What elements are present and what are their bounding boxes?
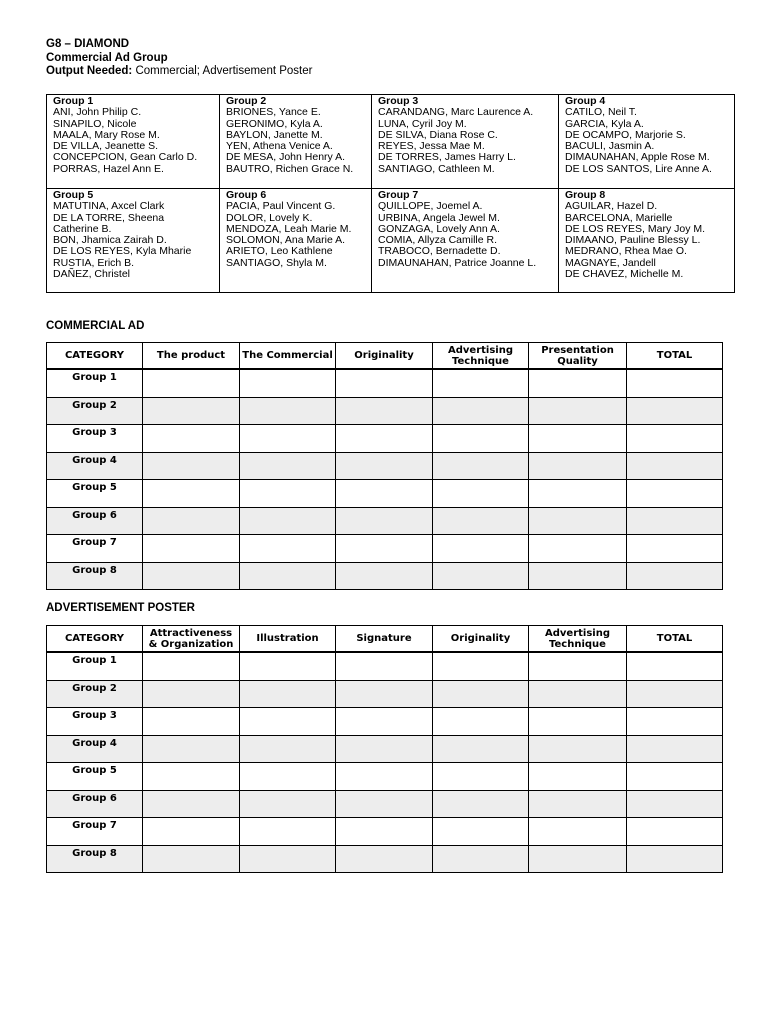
row-label: Group 1 bbox=[47, 369, 143, 397]
group-member: REYES, Jessa Mae M. bbox=[378, 140, 485, 153]
score-cell[interactable] bbox=[240, 369, 336, 397]
score-cell[interactable] bbox=[336, 735, 433, 763]
score-cell[interactable] bbox=[627, 735, 723, 763]
table-row bbox=[47, 845, 723, 873]
table-row bbox=[47, 562, 723, 590]
score-cell[interactable] bbox=[433, 652, 529, 680]
score-cell[interactable] bbox=[627, 369, 723, 397]
score-cell[interactable] bbox=[336, 452, 433, 480]
score-cell[interactable] bbox=[240, 507, 336, 535]
score-cell[interactable] bbox=[529, 652, 627, 680]
score-cell[interactable] bbox=[627, 763, 723, 791]
group-member: MENDOZA, Leah Marie M. bbox=[226, 222, 352, 235]
score-cell[interactable] bbox=[143, 790, 240, 818]
score-cell[interactable] bbox=[143, 369, 240, 397]
group-cell bbox=[47, 95, 220, 189]
row-label: Group 1 bbox=[47, 652, 143, 680]
score-cell[interactable] bbox=[336, 369, 433, 397]
group-member: BRIONES, Yance E. bbox=[226, 106, 321, 119]
group-member: DE MESA, John Henry A. bbox=[226, 151, 346, 164]
group-member: DE TORRES, James Harry L. bbox=[378, 151, 516, 164]
table-row bbox=[47, 452, 723, 480]
row-label: Group 8 bbox=[47, 845, 143, 873]
group-member: DIMAANO, Pauline Blessy L. bbox=[565, 234, 701, 247]
score-cell[interactable] bbox=[627, 652, 723, 680]
group-member: DOLOR, Lovely K. bbox=[226, 211, 313, 224]
score-cell[interactable] bbox=[336, 652, 433, 680]
column-header: CATEGORY bbox=[47, 343, 143, 370]
group-title: Group 4 bbox=[565, 95, 606, 107]
group-member: BON, Jhamica Zairah D. bbox=[53, 234, 167, 247]
score-cell[interactable] bbox=[336, 845, 433, 873]
score-cell[interactable] bbox=[433, 425, 529, 453]
group-cell bbox=[372, 189, 559, 293]
score-cell[interactable] bbox=[433, 818, 529, 846]
group-member: MAGNAYE, Jandell bbox=[565, 256, 656, 269]
output-needed-value: Commercial; Advertisement Poster bbox=[132, 65, 313, 77]
score-cell[interactable] bbox=[529, 735, 627, 763]
row-label: Group 5 bbox=[47, 480, 143, 508]
group-cell bbox=[372, 95, 559, 189]
score-cell[interactable] bbox=[627, 397, 723, 425]
score-cell[interactable] bbox=[336, 790, 433, 818]
group-member: LUNA, Cyril Joy M. bbox=[378, 117, 467, 130]
score-cell[interactable] bbox=[143, 397, 240, 425]
score-cell[interactable] bbox=[529, 535, 627, 563]
group-member: GERONIMO, Kyla A. bbox=[226, 117, 323, 130]
group-cell bbox=[559, 189, 735, 293]
group-title: Group 1 bbox=[53, 95, 94, 107]
group-member: PORRAS, Hazel Ann E. bbox=[53, 162, 164, 175]
group-member: CONCEPCION, Gean Carlo D. bbox=[53, 151, 198, 164]
group-title: Group 5 bbox=[53, 189, 94, 201]
group-member: BARCELONA, Marielle bbox=[565, 211, 673, 224]
group-title: Group 3 bbox=[378, 95, 419, 107]
group-member: MATUTINA, Axcel Clark bbox=[53, 200, 165, 213]
score-cell[interactable] bbox=[529, 763, 627, 791]
group-member: DAÑEZ, Christel bbox=[53, 268, 131, 281]
table-row bbox=[47, 680, 723, 708]
row-label: Group 5 bbox=[47, 763, 143, 791]
roster-row bbox=[47, 189, 735, 293]
column-header: Signature bbox=[336, 626, 433, 653]
score-cell[interactable] bbox=[240, 562, 336, 590]
table-row bbox=[47, 790, 723, 818]
row-label: Group 4 bbox=[47, 452, 143, 480]
score-cell[interactable] bbox=[433, 680, 529, 708]
score-cell[interactable] bbox=[529, 845, 627, 873]
score-cell[interactable] bbox=[336, 425, 433, 453]
score-cell[interactable] bbox=[240, 652, 336, 680]
score-cell[interactable] bbox=[627, 480, 723, 508]
table-row bbox=[47, 735, 723, 763]
score-cell[interactable] bbox=[433, 763, 529, 791]
score-cell[interactable] bbox=[627, 845, 723, 873]
group-member: AGUILAR, Hazel D. bbox=[565, 200, 658, 213]
group-title: Group 2 bbox=[226, 95, 267, 107]
group-member: DIMAUNAHAN, Patrice Joanne L. bbox=[378, 256, 537, 269]
group-member: SINAPILO, Nicole bbox=[53, 117, 137, 130]
group-member: DE SILVA, Diana Rose C. bbox=[378, 128, 498, 141]
group-member: SANTIAGO, Shyla M. bbox=[226, 256, 327, 269]
group-member: MAALA, Mary Rose M. bbox=[53, 128, 160, 141]
table-row bbox=[47, 535, 723, 563]
score-cell[interactable] bbox=[627, 562, 723, 590]
group-cell bbox=[220, 95, 372, 189]
group-member: TRABOCO, Bernadette D. bbox=[378, 245, 501, 258]
row-label: Group 3 bbox=[47, 425, 143, 453]
score-cell[interactable] bbox=[529, 790, 627, 818]
group-member: DE CHAVEZ, Michelle M. bbox=[565, 268, 684, 281]
score-cell[interactable] bbox=[627, 507, 723, 535]
group-title: Group 7 bbox=[378, 189, 419, 201]
group-member: CATILO, Neil T. bbox=[565, 106, 637, 119]
score-cell[interactable] bbox=[240, 535, 336, 563]
score-cell[interactable] bbox=[143, 818, 240, 846]
column-header: Advertising Technique bbox=[529, 626, 627, 653]
score-cell[interactable] bbox=[627, 535, 723, 563]
score-cell[interactable] bbox=[433, 397, 529, 425]
column-header: Presentation Quality bbox=[529, 343, 627, 370]
table-row bbox=[47, 708, 723, 736]
table-row bbox=[47, 818, 723, 846]
group-cell bbox=[559, 95, 735, 189]
group-member: CARANDANG, Marc Laurence A. bbox=[378, 106, 534, 119]
group-cell bbox=[47, 189, 220, 293]
column-header: Illustration bbox=[240, 626, 336, 653]
group-member: QUILLOPE, Joemel A. bbox=[378, 200, 483, 213]
group-member: COMIA, Allyza Camille R. bbox=[378, 234, 498, 247]
score-cell[interactable] bbox=[529, 480, 627, 508]
column-header: TOTAL bbox=[627, 343, 723, 370]
score-cell[interactable] bbox=[433, 790, 529, 818]
score-cell[interactable] bbox=[627, 708, 723, 736]
table-row bbox=[47, 652, 723, 680]
score-cell[interactable] bbox=[240, 708, 336, 736]
score-cell[interactable] bbox=[529, 708, 627, 736]
row-label: Group 2 bbox=[47, 397, 143, 425]
score-cell[interactable] bbox=[240, 480, 336, 508]
commercial-ad-score-table bbox=[46, 342, 723, 590]
column-header: Originality bbox=[336, 343, 433, 370]
score-cell[interactable] bbox=[433, 562, 529, 590]
score-cell[interactable] bbox=[529, 425, 627, 453]
score-cell[interactable] bbox=[529, 562, 627, 590]
group-member: YEN, Athena Venice A. bbox=[226, 140, 333, 153]
row-label: Group 3 bbox=[47, 708, 143, 736]
group-member: GARCIA, Kyla A. bbox=[565, 117, 644, 130]
score-cell[interactable] bbox=[336, 480, 433, 508]
table-row bbox=[47, 397, 723, 425]
group-member: DE LOS REYES, Kyla Mharie bbox=[53, 245, 192, 258]
score-cell[interactable] bbox=[529, 507, 627, 535]
score-cell[interactable] bbox=[627, 790, 723, 818]
column-header: Advertising Technique bbox=[433, 343, 529, 370]
score-cell[interactable] bbox=[143, 507, 240, 535]
group-member: RUSTIA, Erich B. bbox=[53, 256, 135, 269]
document-header bbox=[46, 38, 312, 79]
group-title: Group 8 bbox=[565, 189, 606, 201]
score-cell[interactable] bbox=[529, 452, 627, 480]
roster-row bbox=[47, 95, 735, 189]
class-title: G8 – DIAMOND bbox=[46, 38, 130, 50]
score-cell[interactable] bbox=[336, 680, 433, 708]
group-member: GONZAGA, Lovely Ann A. bbox=[378, 222, 500, 235]
score-cell[interactable] bbox=[433, 535, 529, 563]
score-cell[interactable] bbox=[336, 397, 433, 425]
score-cell[interactable] bbox=[240, 680, 336, 708]
group-type-title: Commercial Ad Group bbox=[46, 51, 168, 64]
group-roster-table bbox=[46, 94, 735, 293]
score-cell[interactable] bbox=[433, 845, 529, 873]
group-member: URBINA, Angela Jewel M. bbox=[378, 211, 500, 224]
score-cell[interactable] bbox=[240, 818, 336, 846]
score-cell[interactable] bbox=[336, 818, 433, 846]
group-member: ARIETO, Leo Kathlene bbox=[226, 245, 333, 258]
score-cell[interactable] bbox=[433, 369, 529, 397]
column-header: TOTAL bbox=[627, 626, 723, 653]
group-member: SOLOMON, Ana Marie A. bbox=[226, 234, 346, 247]
score-cell[interactable] bbox=[433, 708, 529, 736]
score-cell[interactable] bbox=[529, 369, 627, 397]
group-member: SANTIAGO, Cathleen M. bbox=[378, 162, 495, 175]
row-label: Group 8 bbox=[47, 562, 143, 590]
table-row bbox=[47, 369, 723, 397]
header-row bbox=[47, 626, 723, 653]
column-header: Originality bbox=[433, 626, 529, 653]
group-member: MEDRANO, Rhea Mae O. bbox=[565, 245, 687, 258]
score-cell[interactable] bbox=[143, 735, 240, 763]
group-title: Group 6 bbox=[226, 189, 267, 201]
row-label: Group 7 bbox=[47, 818, 143, 846]
column-header: CATEGORY bbox=[47, 626, 143, 653]
score-cell[interactable] bbox=[143, 763, 240, 791]
column-header: The product bbox=[143, 343, 240, 370]
group-member: ANI, John Philip C. bbox=[53, 106, 142, 119]
commercial-ad-title: COMMERCIAL AD bbox=[46, 320, 145, 332]
score-cell[interactable] bbox=[627, 680, 723, 708]
score-cell[interactable] bbox=[143, 652, 240, 680]
row-label: Group 6 bbox=[47, 790, 143, 818]
score-cell[interactable] bbox=[143, 562, 240, 590]
score-cell[interactable] bbox=[433, 480, 529, 508]
score-cell[interactable] bbox=[143, 535, 240, 563]
column-header: Attractiveness & Organization bbox=[143, 626, 240, 653]
table-row bbox=[47, 425, 723, 453]
score-cell[interactable] bbox=[240, 763, 336, 791]
score-cell[interactable] bbox=[240, 397, 336, 425]
group-member: PACIA, Paul Vincent G. bbox=[226, 200, 336, 213]
header-row bbox=[47, 343, 723, 370]
table-row bbox=[47, 480, 723, 508]
group-member: BAUTRO, Richen Grace N. bbox=[226, 162, 354, 175]
group-cell bbox=[220, 189, 372, 293]
group-member: BACULI, Jasmin A. bbox=[565, 140, 655, 153]
row-label: Group 6 bbox=[47, 507, 143, 535]
score-cell[interactable] bbox=[240, 452, 336, 480]
group-member: DE OCAMPO, Marjorie S. bbox=[565, 128, 686, 141]
group-member: DE LA TORRE, Sheena bbox=[53, 211, 165, 224]
score-cell[interactable] bbox=[627, 818, 723, 846]
score-cell[interactable] bbox=[529, 397, 627, 425]
row-label: Group 2 bbox=[47, 680, 143, 708]
score-cell[interactable] bbox=[143, 425, 240, 453]
score-cell[interactable] bbox=[143, 708, 240, 736]
score-cell[interactable] bbox=[336, 562, 433, 590]
advertisement-poster-score-table bbox=[46, 625, 723, 873]
score-cell[interactable] bbox=[240, 845, 336, 873]
score-cell[interactable] bbox=[433, 735, 529, 763]
output-needed-line bbox=[46, 65, 312, 79]
score-cell[interactable] bbox=[336, 507, 433, 535]
score-cell[interactable] bbox=[336, 535, 433, 563]
score-cell[interactable] bbox=[433, 452, 529, 480]
score-cell[interactable] bbox=[143, 680, 240, 708]
advertisement-poster-title: ADVERTISEMENT POSTER bbox=[46, 602, 195, 614]
group-member: DE LOS REYES, Mary Joy M. bbox=[565, 222, 706, 235]
score-cell[interactable] bbox=[529, 680, 627, 708]
row-label: Group 7 bbox=[47, 535, 143, 563]
score-cell[interactable] bbox=[143, 845, 240, 873]
score-cell[interactable] bbox=[240, 425, 336, 453]
score-cell[interactable] bbox=[529, 818, 627, 846]
score-cell[interactable] bbox=[143, 452, 240, 480]
group-member: DE LOS SANTOS, Lire Anne A. bbox=[565, 162, 712, 175]
score-cell[interactable] bbox=[336, 708, 433, 736]
group-member: DIMAUNAHAN, Apple Rose M. bbox=[565, 151, 710, 164]
score-cell[interactable] bbox=[627, 425, 723, 453]
table-row bbox=[47, 763, 723, 791]
score-cell[interactable] bbox=[336, 763, 433, 791]
score-cell[interactable] bbox=[143, 480, 240, 508]
group-member: DE VILLA, Jeanette S. bbox=[53, 140, 159, 153]
score-cell[interactable] bbox=[240, 735, 336, 763]
score-cell[interactable] bbox=[627, 452, 723, 480]
row-label: Group 4 bbox=[47, 735, 143, 763]
output-needed-label: Output Needed: bbox=[46, 65, 133, 77]
group-member: Catherine B. bbox=[53, 222, 112, 235]
column-header: The Commercial bbox=[240, 343, 336, 370]
score-cell[interactable] bbox=[433, 507, 529, 535]
score-cell[interactable] bbox=[240, 790, 336, 818]
table-row bbox=[47, 507, 723, 535]
group-member: BAYLON, Janette M. bbox=[226, 128, 323, 141]
